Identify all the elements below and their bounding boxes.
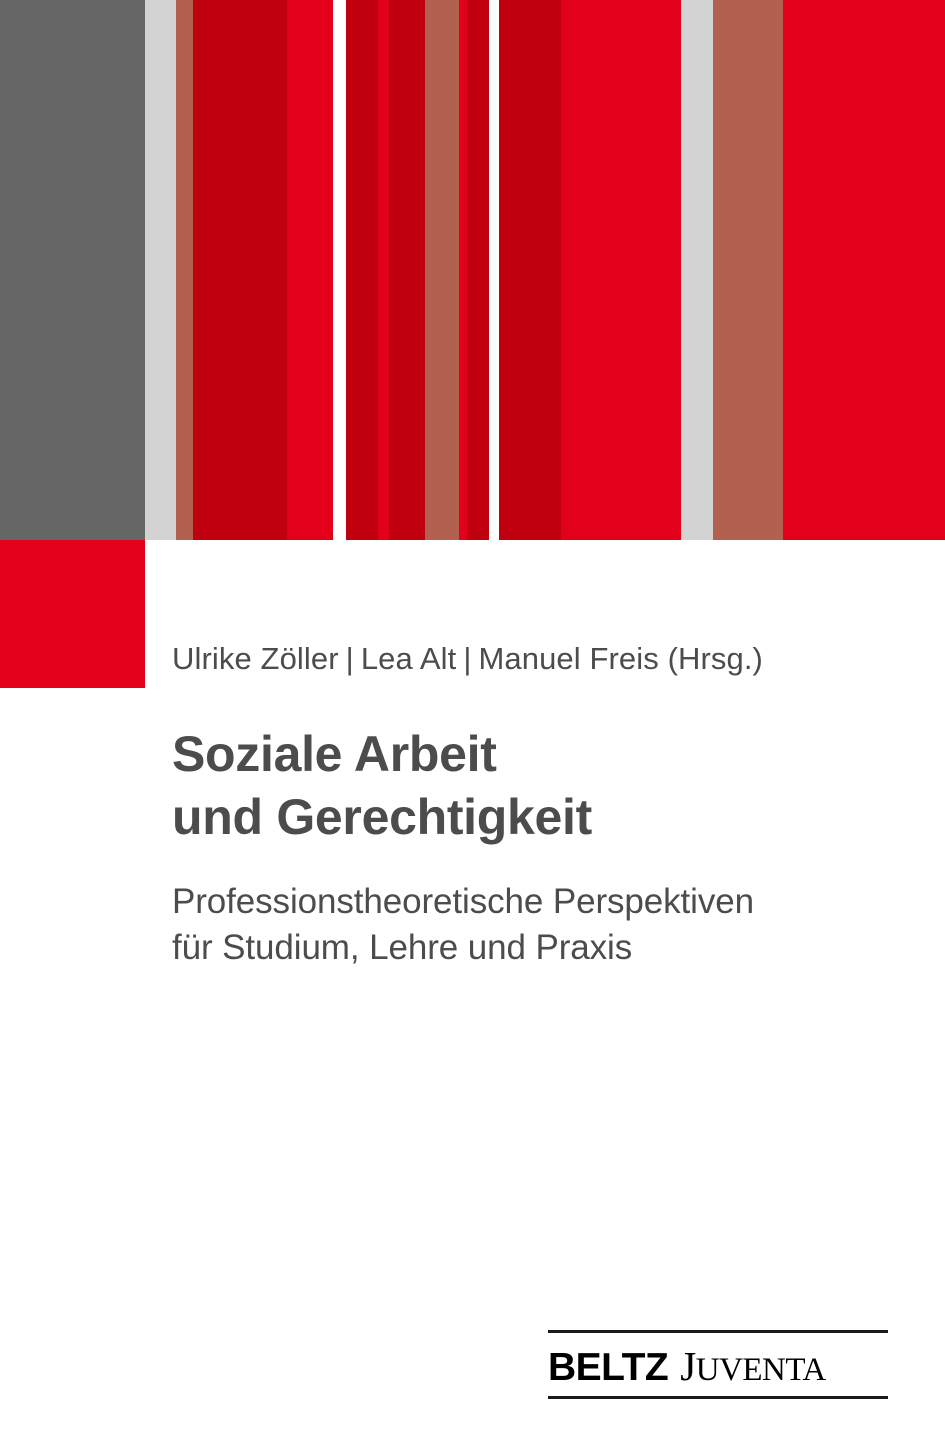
publisher-name-beltz: BELTZ [548,1346,669,1389]
publisher-name-juventa [680,1342,825,1390]
artwork-stripe-5 [287,0,333,540]
artwork-stripe-10 [425,0,459,540]
editor-name-1: Ulrike Zöller [172,641,339,676]
artwork-stripe-3 [176,0,193,540]
book-title-line-2: und Gerechtigkeit [172,789,592,846]
logo-rule-bottom [548,1396,888,1399]
logo-rule-top [548,1330,888,1333]
publisher-logo [548,1330,888,1399]
book-subtitle-line-1: Professionstheoretische Perspektiven [172,882,754,922]
editors-line [172,640,892,677]
artwork-stripe-15 [561,0,681,540]
artwork-stripe-7 [346,0,378,540]
artwork-stripe-4 [193,0,287,540]
publisher-logo-text [548,1342,888,1390]
artwork-stripe-16 [681,0,713,540]
artwork-stripe-14 [499,0,561,540]
publisher-juventa-rest: UVENTA [695,1352,826,1388]
book-subtitle-line-2: für Studium, Lehre und Praxis [172,928,633,968]
red-accent-block [0,540,145,688]
artwork-stripe-9 [389,0,425,540]
editor-separator-2: | [463,641,472,676]
publisher-juventa-cap: J [680,1343,696,1389]
book-title-line-1: Soziale Arbeit [172,726,497,783]
artwork-stripe-13 [489,0,499,540]
artwork-stripe-8 [378,0,389,540]
editor-separator-1: | [345,641,354,676]
artwork-stripe-12 [467,0,489,540]
cover-artwork [0,0,945,540]
artwork-stripe-6 [333,0,346,540]
artwork-stripe-18 [783,0,945,540]
editor-name-3: Manuel Freis (Hrsg.) [478,641,763,676]
artwork-stripe-2 [145,0,176,540]
editor-name-2: Lea Alt [360,641,457,676]
artwork-stripe-1 [0,0,145,540]
artwork-stripe-17 [713,0,783,540]
cover-text-block [172,640,892,972]
book-title [172,723,892,849]
book-subtitle [172,879,892,971]
artwork-stripe-11 [459,0,467,540]
